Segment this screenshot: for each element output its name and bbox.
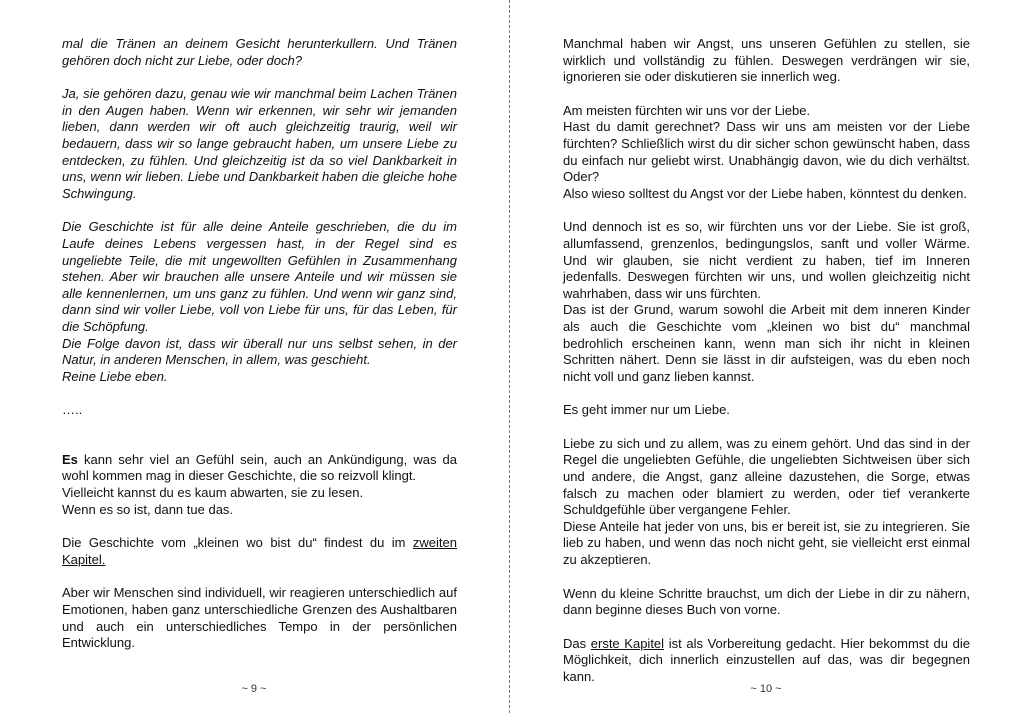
right-text-column [563, 36, 970, 703]
page-divider [509, 0, 510, 713]
paragraph: Am meisten fürchten wir uns vor der Liebe. [563, 102, 811, 118]
spacer [62, 436, 457, 452]
paragraph: Liebe zu sich und zu allem, was zu einem gehört. Und das sind in der Regel die ungeliebten Gefühle, die ungeliebten Sichtweisen über sich und andere, die Angst, ganz alleine dazustehen, die Sorge, etwas falsch zu machen oder blamiert zu werden, oder tief verankerte Schuldgefühle über vergangene Fehler. [563, 435, 970, 518]
paragraph [563, 636, 970, 686]
paragraph-text: Die Geschichte vom „kleinen wo bist du“ findest du im [62, 535, 413, 551]
paragraph [62, 535, 457, 568]
chapter-link-second[interactable]: zweiten Kapitel. [62, 535, 457, 567]
paragraph: mal die Tränen an deinem Gesicht herunterkullern. Und Tränen gehören doch nicht zur Liebe, oder doch? [62, 36, 457, 68]
paragraph: Vielleicht kannst du es kaum abwarten, sie zu lesen. [62, 485, 364, 501]
ellipsis-separator: ….. [62, 402, 83, 418]
left-page [0, 0, 508, 713]
paragraph: Ja, sie gehören dazu, genau wie wir manchmal beim Lachen Tränen in den Augen haben. Wenn wir erkennen, wir sehr wir jemanden lieben, dann werden wir oft auch gleichzeitig traurig, weil wir bedauern, dass wir so lange gebraucht haben, um unsere Liebe zu entdecken, zu fühlen. Und gleichzeitig ist da so viel Dankbarkeit in uns, wenn wir lieben. Liebe und Dankbarkeit haben die gleiche hohe Schwingung. [62, 86, 457, 201]
paragraph: Reine Liebe eben. [62, 368, 168, 384]
paragraph: Also wieso solltest du Angst vor der Liebe haben, könntest du denken. [563, 185, 967, 201]
chapter-link-first[interactable]: erste Kapitel [590, 635, 665, 651]
paragraph: Das ist der Grund, warum sowohl die Arbeit mit dem inneren Kinder als auch die Geschichte vom „kleinen wo bist du“ manchmal bedrohlich erscheinen kann, wenn man sich ihr nicht in kleinen Schritten nähert. Denn sie lässt in dir aufsteigen, was du eben noch nicht voll und ganz lieben kannst. [563, 302, 970, 384]
paragraph: Diese Anteile hat jeder von uns, bis er bereit ist, sie zu integrieren. Sie lieb zu haben, und wenn das noch nicht geht, sie vielleicht erst einmal zu akzeptieren. [563, 518, 970, 568]
paragraph [62, 452, 457, 485]
paragraph: Hast du damit gerechnet? Dass wir uns am meisten vor der Liebe fürchten? Schließlich wirst du dir sicher schon gewünscht haben, dass du einfach nur geliebt wirst. Unabhängig davon, wie du dich verhältst. Oder? [563, 119, 970, 185]
paragraph: Aber wir Menschen sind individuell, wir reagieren unterschiedlich auf Emotionen, haben ganz unterschiedliche Grenzen des Aushaltbaren und auch ein unterschiedliches Tempo in der persönlichen Entwicklung. [62, 585, 457, 651]
bold-word: Es [62, 451, 78, 467]
paragraph-text: kann sehr viel an Gefühl sein, auch an Ankündigung, was da wohl kommen mag in dieser Geschichte, die so reizvoll klingt. [62, 451, 457, 484]
paragraph-text: ist als Vorbereitung gedacht. Hier bekommst du die Möglichkeit, dich innerlich einzustellen auf das, was dir begegnen kann. [563, 635, 970, 684]
paragraph: Und dennoch ist es so, wir fürchten uns vor der Liebe. Sie ist groß, allumfassend, grenzenlos, bedingungslos, sanft und voller Wärme. Und wir glauben, sie nicht verdient zu haben, tief im Inneren jedenfalls. Deswegen fürchten wir uns, und wollen gleichzeitig nicht wahrhaben, dass wir uns fürchten. [563, 219, 970, 301]
paragraph: Wenn du kleine Schritte brauchst, um dich der Liebe in dir zu nähern, dann beginne dieses Buch von vorne. [563, 585, 970, 618]
left-text-column [62, 36, 457, 669]
paragraph: Es geht immer nur um Liebe. [563, 402, 730, 418]
paragraph-text: Das [563, 635, 591, 651]
page-number: ~ 10 ~ [750, 683, 782, 695]
right-page [512, 0, 1020, 713]
page-number: ~ 9 ~ [241, 683, 267, 695]
paragraph: Die Folge davon ist, dass wir überall nur uns selbst sehen, in der Natur, in anderen Menschen, in allem, was geschieht. [62, 335, 457, 368]
paragraph: Manchmal haben wir Angst, uns unseren Gefühlen zu stellen, sie wirklich und vollständig zu fühlen. Deswegen verdrängen wir sie, ignorieren sie oder diskutieren sie innerlich weg. [563, 36, 970, 85]
paragraph: Die Geschichte ist für alle deine Anteile geschrieben, die du im Laufe deines Lebens vergessen hast, in der Regel sind es ungeliebte Teile, die mit ungewollten Gefühlen in Zusammenhang stehen. Aber wir brauchen alle unsere Anteile und wir müssen sie alle kennenlernen, um uns ganz zu fühlen. Und wenn wir ganz sind, dann sind wir voller Liebe, voll von Liebe für uns, für das Leben, für die Schöpfung. [62, 219, 457, 334]
paragraph: Wenn es so ist, dann tue das. [62, 501, 234, 517]
